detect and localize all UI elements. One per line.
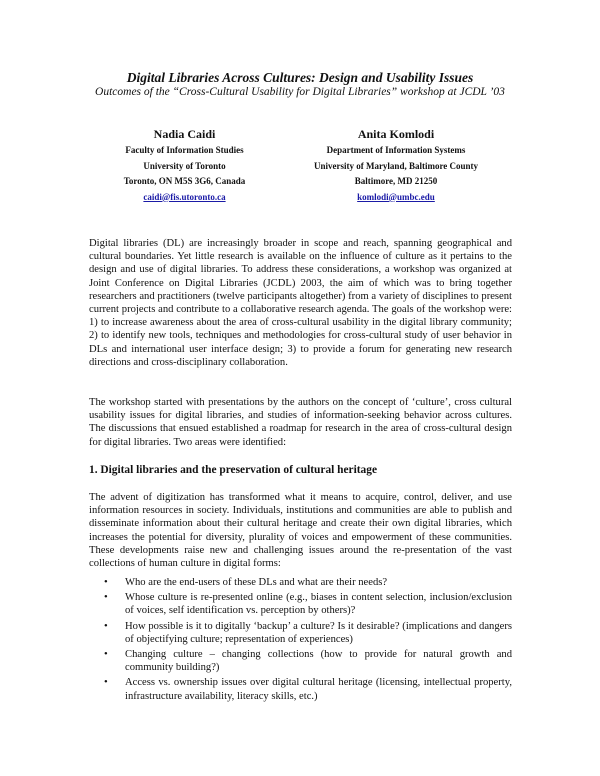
author-email-link[interactable]: komlodi@umbc.edu [357, 191, 435, 202]
author-address: Toronto, ON M5S 3G6, Canada [123, 176, 246, 186]
list-item [89, 648, 512, 674]
author-block-komlodi [296, 126, 496, 205]
bullet-icon: • [104, 649, 108, 661]
author-name: Nadia Caidi [153, 127, 216, 141]
author-organization: University of Toronto [143, 160, 226, 171]
list-item-text: Access vs. ownership issues over digital cultural heritage (licensing, intellectual property, infrastructure availability, literacy skills, etc.) [125, 677, 512, 702]
list-item-text: How possible is it to digitally ‘backup’ a culture? Is it desirable? (implications and dangers of objectifying culture; representation of experiences) [125, 620, 512, 645]
section-heading: 1. Digital libraries and the preservation of cultural heritage [89, 464, 378, 476]
list-item [89, 620, 512, 646]
list-item [89, 591, 512, 617]
intro-paragraph: Digital libraries (DL) are increasingly broader in scope and reach, spanning geographical and cultural boundaries. Yet little research is available on the influence of culture as it pertains to the design and use of digital libraries. To address these considerations, a workshop was organized at Joint Conference on Digital Libraries (JCDL) 2003, the aim of which was to bring together researchers and practitioners (twelve participants altogether) from a variety of disciplines to present current projects and contribute to a collaborative research agenda. The goals of the workshop were: 1) to increase awareness about the area of cross-cultural usability in the digital library community; 2) to identify new tools, techniques and methodologies for cross-cultural study of user behavior in DLs and international user interface design; 3) to provide a forum for generating new research directions and cross-disciplinary collaboration. [89, 238, 512, 368]
author-name: Anita Komlodi [357, 127, 435, 141]
list-item [89, 576, 512, 589]
workshop-paragraph: The workshop started with presentations by the authors on the concept of ‘culture’, cross cultural usability issues for digital libraries, and studies of information-seeking behavior across cultures. The discussions that ensued established a roadmap for research in the area of cross-cultural design for digital libraries. Two areas were identified: [89, 397, 512, 448]
list-item-text: Who are the end-users of these DLs and what are their needs? [125, 577, 388, 588]
author-email-link[interactable]: caidi@fis.utoronto.ca [143, 191, 226, 202]
author-organization: University of Maryland, Baltimore County [313, 160, 479, 171]
author-department: Department of Information Systems [326, 145, 466, 155]
paper-title: Digital Libraries Across Cultures: Design and Usability Issues [126, 70, 474, 85]
author-block-caidi [97, 126, 272, 205]
bullet-icon: • [104, 677, 108, 689]
bullet-icon: • [104, 577, 108, 588]
issues-list [89, 576, 512, 705]
paper-subtitle: Outcomes of the “Cross-Cultural Usability for Digital Libraries” workshop at JCDL ’03 [95, 86, 505, 98]
bullet-icon: • [104, 620, 108, 632]
list-item-text: Whose culture is re-presented online (e.g., biases in content selection, inclusion/exclusion of voices, self identification vs. perception by others)? [125, 592, 512, 617]
author-address: Baltimore, MD 21250 [354, 176, 438, 186]
author-department: Faculty of Information Studies [125, 145, 244, 155]
list-item [89, 676, 512, 702]
list-item-text: Changing culture – changing collections (how to provide for natural growth and community building?) [125, 649, 512, 674]
bullet-icon: • [104, 592, 108, 604]
digitization-paragraph: The advent of digitization has transformed what it means to acquire, control, deliver, and use information resources in society. Individuals, institutions and communities are able to publish and disseminate information about their cultural heritage and create their own digital libraries, which increases the potential for diversity, plurality of voices and empowerment of these communities. These developments raise new and challenging issues around the re-presentation of the vast collections of human culture in digital forms: [89, 492, 512, 570]
